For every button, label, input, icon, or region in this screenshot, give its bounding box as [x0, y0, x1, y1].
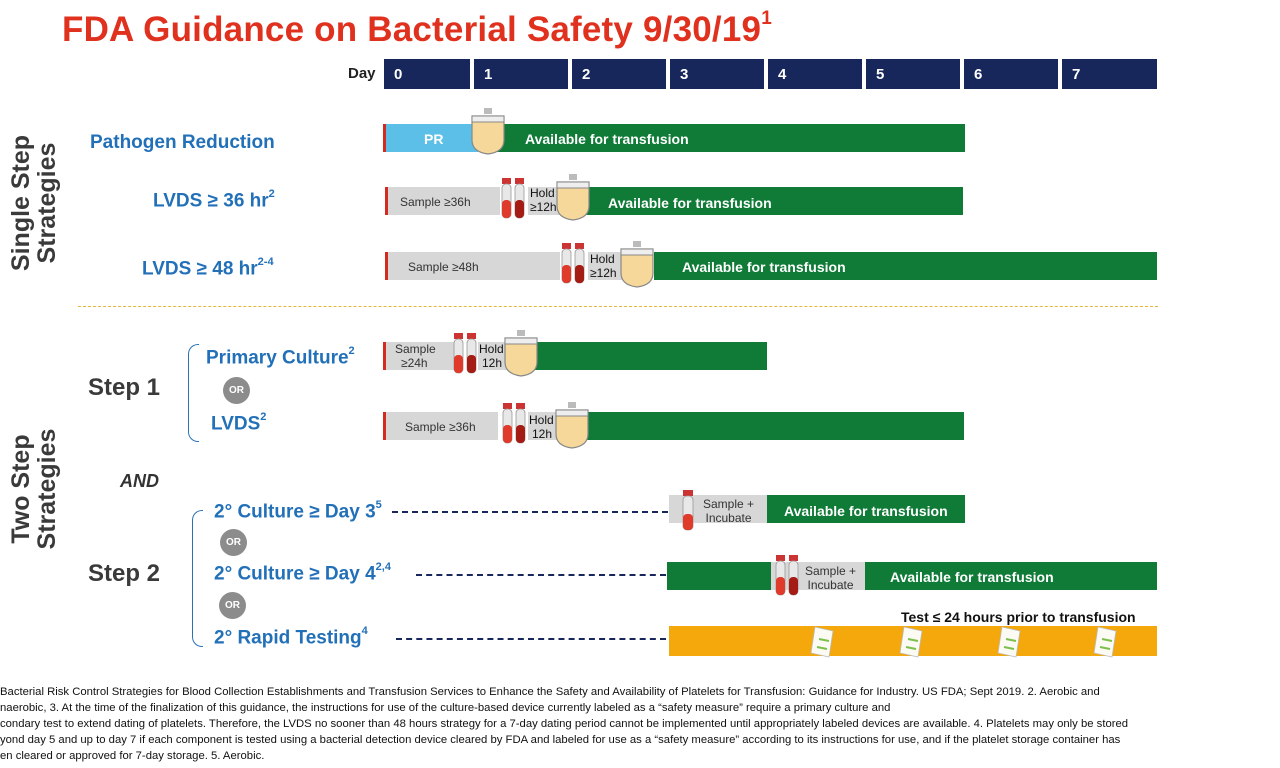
rapid-test-note: Test ≤ 24 hours prior to transfusion: [901, 609, 1136, 625]
two-step-heading: Two Step Strategies: [7, 428, 61, 550]
lvds-label: LVDS$^2$: [211, 411, 267, 435]
single-step-heading: Single Step Strategies: [7, 134, 61, 272]
sample-label: Sample ≥36h: [405, 420, 476, 434]
day-label: Day: [348, 65, 376, 82]
day-2: 2: [572, 59, 666, 89]
or-badge: OR: [219, 592, 246, 619]
available-label: Available for transfusion: [682, 259, 846, 275]
rapid-testing-label: 2° Rapid Testing$^4$: [214, 625, 368, 649]
section-separator: [78, 306, 1158, 307]
available-bar: [530, 342, 767, 370]
and-label: AND: [120, 471, 159, 491]
sample-label: Sample + Incubate: [805, 564, 857, 592]
connector-line: [416, 574, 666, 576]
sample-label: Sample + Incubate: [703, 497, 755, 525]
sample-tubes-icon: [502, 178, 524, 218]
step2-brace: [192, 510, 203, 647]
lvds48-label: LVDS ≥ 48 $hr^{2-4}$: [142, 256, 274, 280]
footnote-line: Bacterial Risk Control Strategies for Blood Collection Establishments and Transfusion Services to Enhance the Safety and Availability of Platelets for Transfusion: Guidance for Industry. US FDA; Sept 2019. 2. Aerobic and: [0, 686, 1100, 698]
day-7: 7: [1062, 59, 1157, 89]
available-label: Available for transfusion: [890, 569, 1054, 585]
platelet-bag-icon: [621, 241, 653, 287]
hold-label: Hold ≥12h: [530, 186, 557, 214]
footnote-line: naerobic, 3. At the time of the finalization of this guidance, the instructions for use of the culture-based device currently labeled as a “safety measure” require a primary culture and: [0, 702, 891, 714]
or-badge: OR: [223, 377, 250, 404]
pr-label: PR: [424, 131, 444, 147]
platelet-bag-icon: [556, 402, 588, 448]
sample-label: Sample ≥48h: [408, 260, 479, 274]
step2-label: Step 2: [88, 560, 161, 587]
connector-line: [392, 511, 668, 513]
step1-brace: [188, 344, 199, 442]
page-title: FDA Guidance on Bacterial Safety $9/30/19^1$: [62, 8, 772, 49]
available-label: Available for transfusion: [525, 131, 689, 147]
rapid-test-bar: [669, 626, 1157, 656]
or-badge: OR: [220, 529, 247, 556]
step1-label: Step 1: [88, 374, 161, 401]
hold-label: Hold 12h: [479, 342, 504, 370]
day-5: 5: [866, 59, 960, 89]
lvds36-label: LVDS ≥ 36 $hr^2$: [153, 188, 275, 212]
sample-label: Sample ≥36h: [400, 195, 471, 209]
day-6: 6: [964, 59, 1058, 89]
hold-label: Hold 12h: [529, 413, 554, 441]
day-1: 1: [474, 59, 568, 89]
culture-day3-label: 2° Culture ≥ Day $3^5$: [214, 499, 382, 523]
sample-tubes-icon: [503, 403, 525, 443]
culture-day4-label: 2° Culture ≥ Day 4$^{2,4}$: [214, 561, 391, 585]
available-label: Available for transfusion: [784, 503, 948, 519]
available-bar-pre: [667, 562, 771, 590]
sample-tubes-icon: [562, 243, 584, 283]
footnote-line: condary test to extend dating of platelets. Therefore, the LVDS no sooner than 48 hours strategy for a 7-day dating period cannot be implemented until appropriately labeled devices are available. 4. Platelets may only be stored: [0, 718, 1129, 730]
pathogen-reduction-label: Pathogen Reduction: [90, 132, 275, 153]
day-4: 4: [768, 59, 862, 89]
connector-line: [396, 638, 666, 640]
footnotes: [0, 684, 1280, 764]
primary-culture-label: Primary Culture$^2$: [206, 345, 355, 369]
day-3: 3: [670, 59, 764, 89]
sample-label: Sample ≥24h: [395, 342, 436, 370]
hold-label: Hold ≥12h: [590, 252, 617, 280]
available-label: Available for transfusion: [608, 195, 772, 211]
available-bar: [586, 412, 964, 440]
sample-tubes-icon: [454, 333, 476, 373]
footnote-line: yond day 5 and up to day 7 if each component is tested using a bacterial detection device cleared by FDA and labeled for use as a “safety measure” according to its instructions for use, and if the platelet storage container has: [0, 734, 1121, 746]
footnote-line: en cleared or approved for 7-day storage. 5. Aerobic.: [0, 750, 265, 762]
day-0: 0: [384, 59, 470, 89]
